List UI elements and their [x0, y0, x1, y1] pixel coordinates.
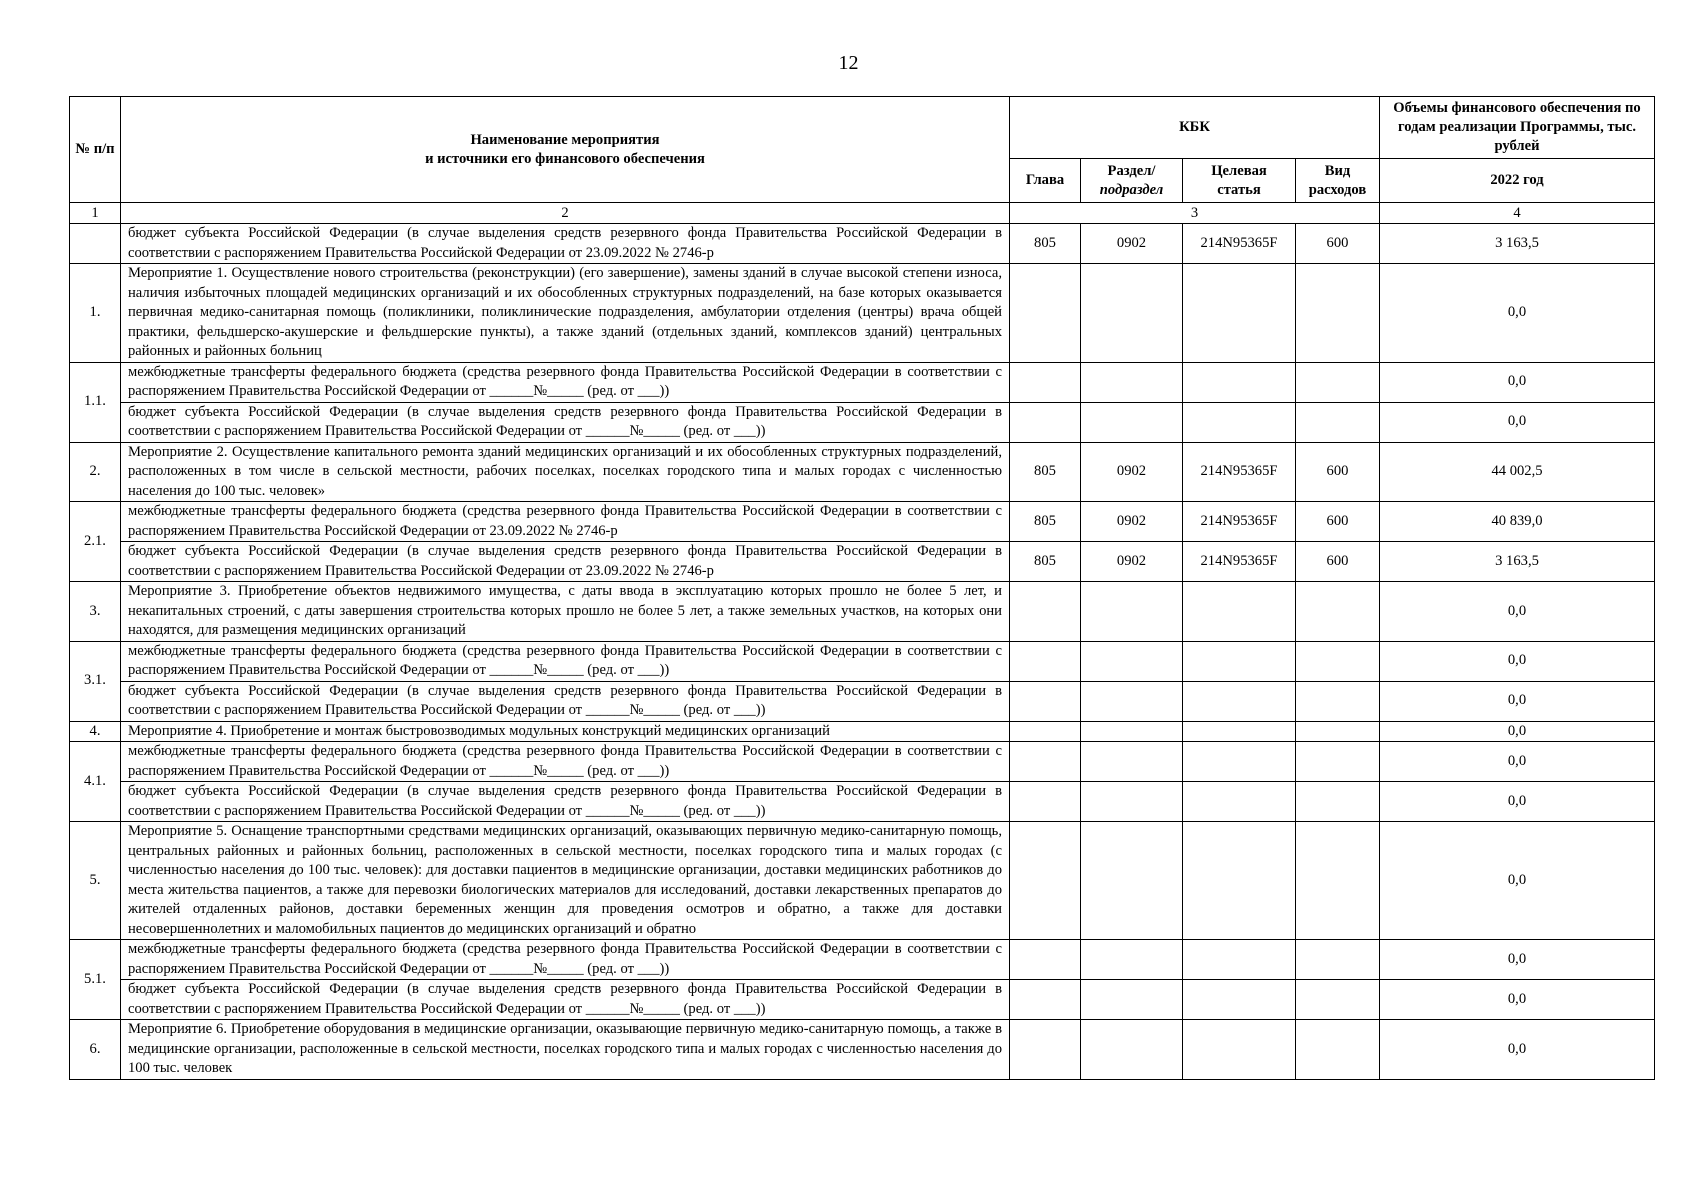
cell-value: 0,0 [1380, 1020, 1655, 1080]
cell-razdel [1081, 742, 1183, 782]
row-description: межбюджетные трансферты федерального бюджета (средства резервного фонда Правительства Российской Федерации в соответствии с распоряжением Правительства Российской Федерации от ______№_____ (ред. от ___)) [121, 940, 1010, 980]
cell-razdel [1081, 362, 1183, 402]
row-number: 2. [70, 442, 121, 502]
cell-statya: 214N95365F [1183, 502, 1296, 542]
cell-glava [1010, 402, 1081, 442]
cell-value: 44 002,5 [1380, 442, 1655, 502]
cell-value: 0,0 [1380, 264, 1655, 363]
header-volumes: Объемы финансового обеспечения по годам реализации Программы, тыс. рублей [1380, 97, 1655, 159]
table-row [70, 542, 1655, 582]
index-cell: 4 [1380, 203, 1655, 224]
table-row [70, 641, 1655, 681]
cell-vid [1296, 940, 1380, 980]
row-description: Мероприятие 6. Приобретение оборудования в медицинские организации, оказывающие первичную медико-санитарную помощь, а также в медицинские организации, расположенные в сельской местности, поселках городского типа и малых городах с численностью населения до 100 тыс. человек [121, 1020, 1010, 1080]
cell-glava [1010, 742, 1081, 782]
cell-glava [1010, 980, 1081, 1020]
header-number: № п/п [70, 97, 121, 203]
cell-vid: 600 [1296, 224, 1380, 264]
row-number: 3.1. [70, 641, 121, 721]
cell-glava: 805 [1010, 502, 1081, 542]
header-year: 2022 год [1380, 159, 1655, 203]
table-row [70, 721, 1655, 742]
cell-statya: 214N95365F [1183, 224, 1296, 264]
cell-glava [1010, 1020, 1081, 1080]
cell-razdel [1081, 402, 1183, 442]
cell-value: 0,0 [1380, 641, 1655, 681]
row-number: 1.1. [70, 362, 121, 442]
cell-value: 0,0 [1380, 742, 1655, 782]
table-row [70, 502, 1655, 542]
row-description: бюджет субъекта Российской Федерации (в случае выделения средств резервного фонда Правительства Российской Федерации в соответствии с распоряжением Правительства Российской Федерации от ______№_____ (ред. от ___)) [121, 782, 1010, 822]
row-description: межбюджетные трансферты федерального бюджета (средства резервного фонда Правительства Российской Федерации в соответствии с распоряжением Правительства Российской Федерации от ______№_____ (ред. от ___)) [121, 742, 1010, 782]
cell-statya [1183, 742, 1296, 782]
cell-vid [1296, 402, 1380, 442]
table-row [70, 362, 1655, 402]
cell-vid [1296, 721, 1380, 742]
cell-vid [1296, 822, 1380, 940]
cell-statya [1183, 681, 1296, 721]
cell-razdel [1081, 264, 1183, 363]
table-row [70, 402, 1655, 442]
cell-value: 0,0 [1380, 782, 1655, 822]
cell-statya [1183, 822, 1296, 940]
row-number: 1. [70, 264, 121, 363]
row-description: бюджет субъекта Российской Федерации (в случае выделения средств резервного фонда Правительства Российской Федерации в соответствии с распоряжением Правительства Российской Федерации от ______№_____ (ред. от ___)) [121, 402, 1010, 442]
header-vid-rashodov: Вид расходов [1296, 159, 1380, 203]
header-name: Наименование мероприятия и источники его финансового обеспечения [121, 97, 1010, 203]
cell-statya [1183, 721, 1296, 742]
cell-razdel: 0902 [1081, 224, 1183, 264]
page-number: 12 [838, 52, 859, 74]
cell-statya [1183, 582, 1296, 642]
cell-razdel [1081, 782, 1183, 822]
row-description: Мероприятие 4. Приобретение и монтаж быстровозводимых модульных конструкций медицинских организаций [121, 721, 1010, 742]
cell-vid [1296, 1020, 1380, 1080]
header-razdel: Раздел/ подраздел [1081, 159, 1183, 203]
table-row [70, 742, 1655, 782]
row-description: бюджет субъекта Российской Федерации (в случае выделения средств резервного фонда Правительства Российской Федерации в соответствии с распоряжением Правительства Российской Федерации от ______№_____ (ред. от ___)) [121, 980, 1010, 1020]
table-row [70, 582, 1655, 642]
header-celevaya-statya: Целевая статья [1183, 159, 1296, 203]
cell-glava [1010, 822, 1081, 940]
cell-glava [1010, 721, 1081, 742]
table-row [70, 681, 1655, 721]
table-row [70, 264, 1655, 363]
row-description: Мероприятие 3. Приобретение объектов недвижимого имущества, с даты ввода в эксплуатацию которых прошло не более 5 лет, и некапитальных строений, с даты завершения строительства которых прошло не более 5 лет, а также земельных участков, на которых они находятся, для размещения медицинских организаций [121, 582, 1010, 642]
cell-glava [1010, 362, 1081, 402]
cell-vid [1296, 582, 1380, 642]
cell-value: 0,0 [1380, 721, 1655, 742]
row-number: 5. [70, 822, 121, 940]
cell-glava [1010, 681, 1081, 721]
cell-glava: 805 [1010, 224, 1081, 264]
cell-vid [1296, 264, 1380, 363]
cell-statya [1183, 1020, 1296, 1080]
cell-value: 0,0 [1380, 681, 1655, 721]
cell-value: 3 163,5 [1380, 224, 1655, 264]
cell-vid: 600 [1296, 542, 1380, 582]
index-cell: 3 [1010, 203, 1380, 224]
table-row [70, 940, 1655, 980]
row-number: 4. [70, 721, 121, 742]
cell-statya [1183, 402, 1296, 442]
row-number: 5.1. [70, 940, 121, 1020]
header-glava: Глава [1010, 159, 1081, 203]
cell-value: 40 839,0 [1380, 502, 1655, 542]
table-row [70, 442, 1655, 502]
row-description: бюджет субъекта Российской Федерации (в случае выделения средств резервного фонда Правительства Российской Федерации в соответствии с распоряжением Правительства Российской Федерации от 23.09.2022 № 2746-р [121, 542, 1010, 582]
index-cell: 2 [121, 203, 1010, 224]
cell-statya [1183, 641, 1296, 681]
cell-razdel [1081, 721, 1183, 742]
cell-value: 0,0 [1380, 940, 1655, 980]
header-kbk: КБК [1010, 97, 1380, 159]
cell-razdel [1081, 822, 1183, 940]
cell-statya [1183, 264, 1296, 363]
row-number: 2.1. [70, 502, 121, 582]
cell-razdel [1081, 940, 1183, 980]
cell-glava: 805 [1010, 442, 1081, 502]
row-description: Мероприятие 1. Осуществление нового строительства (реконструкции) (его завершение), замены зданий в случае высокой степени износа, наличия избыточных площадей медицинских организаций и их обособленных структурных подразделений, на базе которых оказывается первичная медико-санитарная помощь (поликлиники, поликлинические подразделения, амбулатории отделения (центры) врача общей практики, фельдшерско-акушерские и фельдшерские пункты), а также зданий (отдельных зданий, комплексов зданий) центральных районных и районных больниц [121, 264, 1010, 363]
row-number [70, 224, 121, 264]
cell-vid [1296, 980, 1380, 1020]
cell-glava [1010, 641, 1081, 681]
cell-glava [1010, 782, 1081, 822]
cell-glava [1010, 940, 1081, 980]
table-row [70, 224, 1655, 264]
cell-statya: 214N95365F [1183, 442, 1296, 502]
row-number: 6. [70, 1020, 121, 1080]
cell-razdel: 0902 [1081, 542, 1183, 582]
table-row [70, 782, 1655, 822]
row-description: Мероприятие 5. Оснащение транспортными средствами медицинских организаций, оказывающих первичную медико-санитарную помощь, центральных районных и районных больниц, расположенных в сельской местности, поселках городского типа и малых городах (с численностью населения до 100 тыс. человек): для доставки пациентов в медицинские организации, доставки медицинских работников до места жительства пациентов, а также для перевозки биологических материалов для исследований, доставки лекарственных препаратов до жителей отдаленных районов, доставки беременных женщин для проведения осмотров и обратно, а также для доставки несовершеннолетних и маломобильных пациентов до медицинских организаций и обратно [121, 822, 1010, 940]
cell-statya [1183, 362, 1296, 402]
row-description: бюджет субъекта Российской Федерации (в случае выделения средств резервного фонда Правительства Российской Федерации в соответствии с распоряжением Правительства Российской Федерации от ______№_____ (ред. от ___)) [121, 681, 1010, 721]
cell-value: 3 163,5 [1380, 542, 1655, 582]
table-row [70, 980, 1655, 1020]
cell-glava [1010, 582, 1081, 642]
cell-statya [1183, 980, 1296, 1020]
cell-razdel [1081, 681, 1183, 721]
cell-vid [1296, 742, 1380, 782]
row-description: межбюджетные трансферты федерального бюджета (средства резервного фонда Правительства Российской Федерации в соответствии с распоряжением Правительства Российской Федерации от ______№_____ (ред. от ___)) [121, 362, 1010, 402]
row-number: 4.1. [70, 742, 121, 822]
row-description: межбюджетные трансферты федерального бюджета (средства резервного фонда Правительства Российской Федерации в соответствии с распоряжением Правительства Российской Федерации от ______№_____ (ред. от ___)) [121, 641, 1010, 681]
cell-value: 0,0 [1380, 822, 1655, 940]
cell-razdel [1081, 582, 1183, 642]
table-row [70, 822, 1655, 940]
cell-vid [1296, 641, 1380, 681]
row-number: 3. [70, 582, 121, 642]
cell-value: 0,0 [1380, 402, 1655, 442]
cell-value: 0,0 [1380, 362, 1655, 402]
cell-glava [1010, 264, 1081, 363]
cell-razdel: 0902 [1081, 502, 1183, 542]
cell-statya [1183, 782, 1296, 822]
cell-razdel [1081, 1020, 1183, 1080]
cell-statya [1183, 940, 1296, 980]
cell-razdel [1081, 641, 1183, 681]
row-description: межбюджетные трансферты федерального бюджета (средства резервного фонда Правительства Российской Федерации в соответствии с распоряжением Правительства Российской Федерации от 23.09.2022 № 2746-р [121, 502, 1010, 542]
cell-glava: 805 [1010, 542, 1081, 582]
cell-value: 0,0 [1380, 582, 1655, 642]
cell-vid [1296, 681, 1380, 721]
index-cell: 1 [70, 203, 121, 224]
cell-vid: 600 [1296, 502, 1380, 542]
cell-razdel: 0902 [1081, 442, 1183, 502]
cell-vid [1296, 782, 1380, 822]
row-description: Мероприятие 2. Осуществление капитального ремонта зданий медицинских организаций и их обособленных структурных подразделений, расположенных в том числе в сельской местности, рабочих поселках, поселках городского типа и малых городах с численностью населения до 100 тыс. человек» [121, 442, 1010, 502]
column-index-row [70, 203, 1655, 224]
budget-table [69, 96, 1655, 1080]
table-row [70, 1020, 1655, 1080]
cell-vid [1296, 362, 1380, 402]
cell-razdel [1081, 980, 1183, 1020]
cell-statya: 214N95365F [1183, 542, 1296, 582]
row-description: бюджет субъекта Российской Федерации (в случае выделения средств резервного фонда Правительства Российской Федерации в соответствии с распоряжением Правительства Российской Федерации от 23.09.2022 № 2746-р [121, 224, 1010, 264]
cell-vid: 600 [1296, 442, 1380, 502]
cell-value: 0,0 [1380, 980, 1655, 1020]
